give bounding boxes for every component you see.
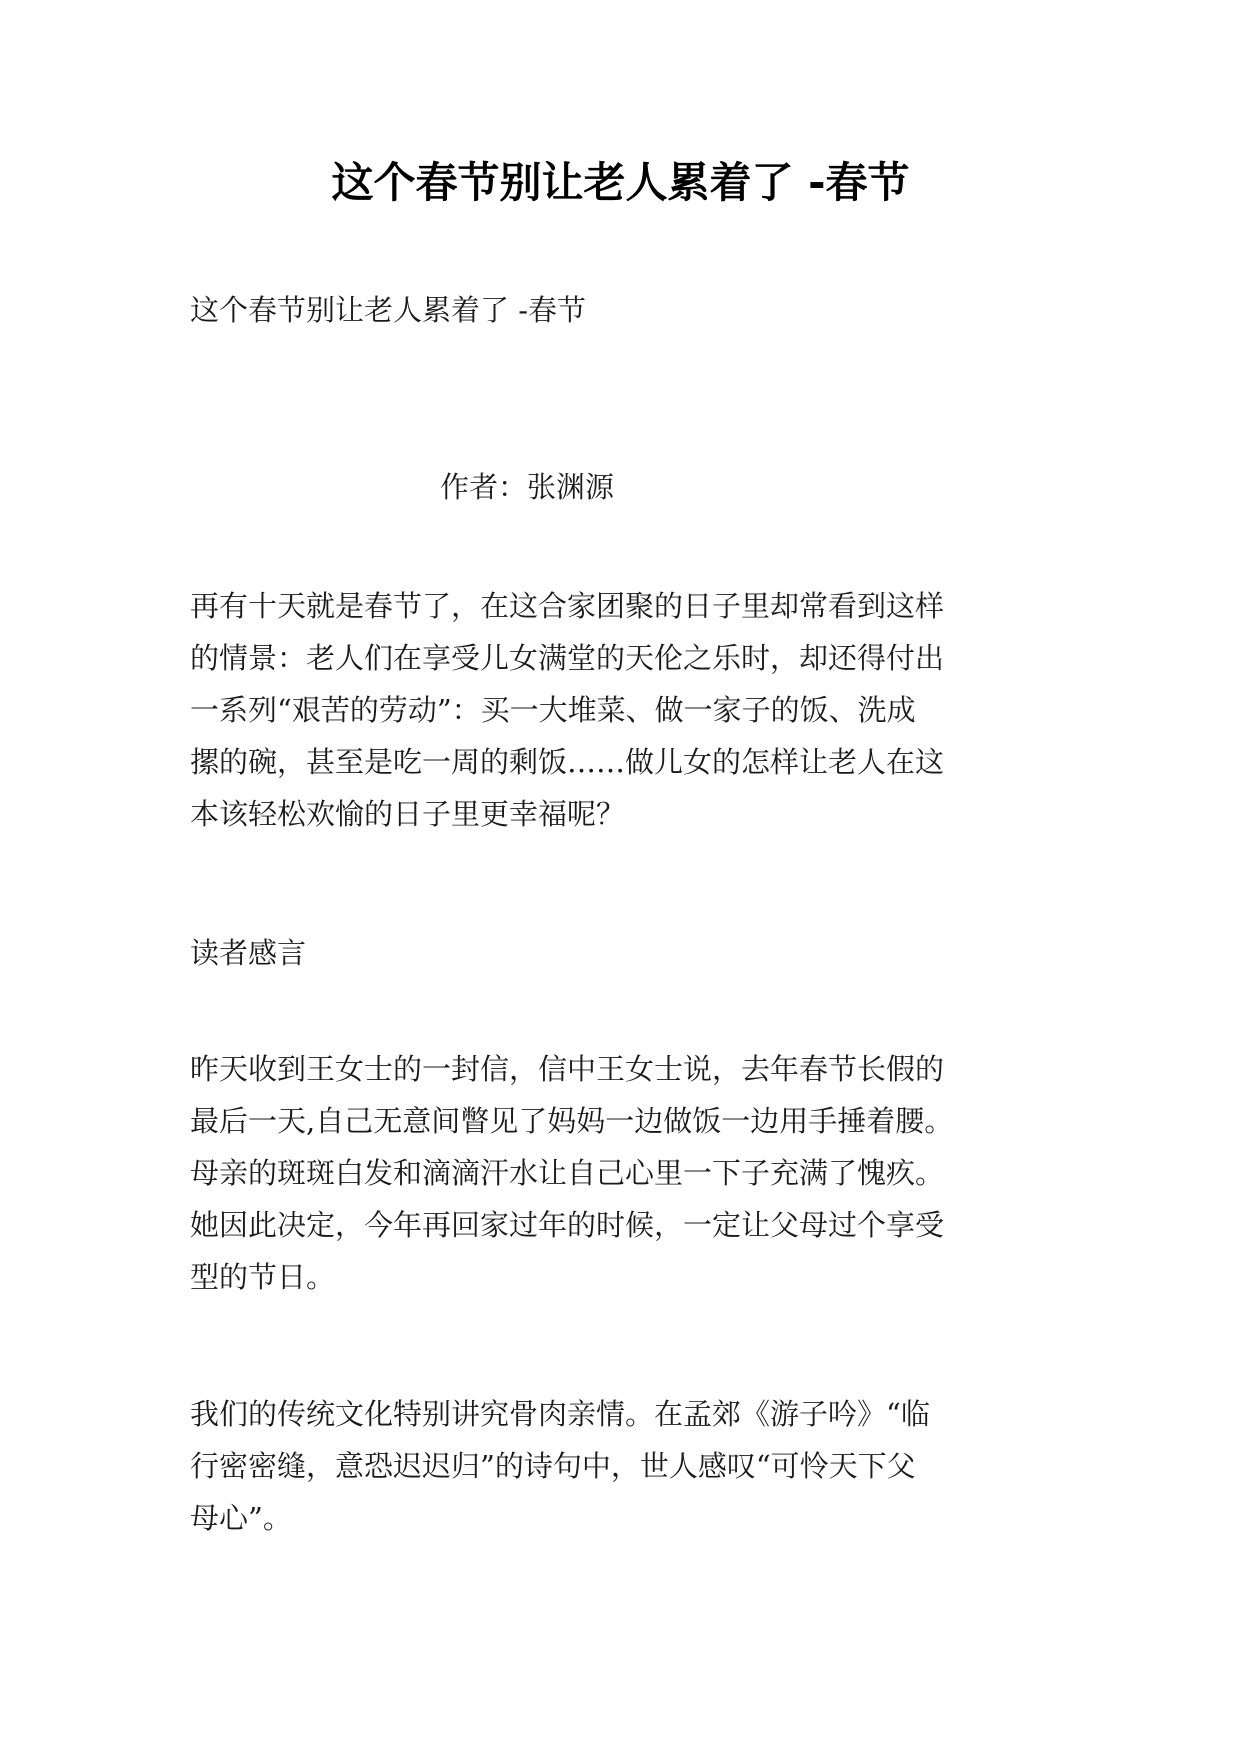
paragraph-line: 母心”。 [190, 1501, 292, 1535]
letter-paragraph [190, 1043, 1050, 1303]
paragraph-line: 昨天收到王女士的一封信，信中王女士说，去年春节长假的 [190, 1052, 945, 1086]
paragraph-line: 她因此决定，今年再回家过年的时候，一定让父母过个享受 [190, 1208, 945, 1242]
paragraph-line: 本该轻松欢愉的日子里更幸福呢？ [190, 797, 626, 831]
paragraph-line: 再有十天就是春节了，在这合家团聚的日子里却常看到这样 [190, 589, 945, 623]
document-title: 这个春节别让老人累着了 -春节 [331, 158, 910, 207]
section-heading-reader-comments [190, 927, 1050, 979]
paragraph-line: 我们的传统文化特别讲究骨肉亲情。在孟郊《游子吟》“临 [190, 1397, 930, 1431]
paragraph-line: 一系列“艰苦的劳动”：买一大堆菜、做一家子的饭、洗成 [190, 693, 916, 727]
author-line: 作者：张渊源 [440, 470, 615, 504]
culture-paragraph [190, 1388, 1050, 1544]
paragraph-line: 读者感言 [190, 936, 307, 970]
paragraph-line: 型的节日。 [190, 1260, 336, 1294]
paragraph-line: 摞的碗，甚至是吃一周的剩饭……做儿女的怎样让老人在这 [190, 745, 945, 779]
paragraph-line: 行密密缝，意恐迟迟归”的诗句中，世人感叹“可怜天下父 [190, 1449, 916, 1483]
paragraph-line: 的情景：老人们在享受儿女满堂的天伦之乐时，却还得付出 [190, 641, 945, 675]
paragraph-line: 最后一天,自己无意间瞥见了妈妈一边做饭一边用手捶着腰。 [190, 1104, 954, 1138]
paragraph-line: 母亲的斑斑白发和滴滴汗水让自己心里一下子充满了愧疚。 [190, 1156, 945, 1190]
document-subtitle: 这个春节别让老人累着了 -春节 [190, 293, 587, 327]
intro-paragraph [190, 580, 1050, 840]
